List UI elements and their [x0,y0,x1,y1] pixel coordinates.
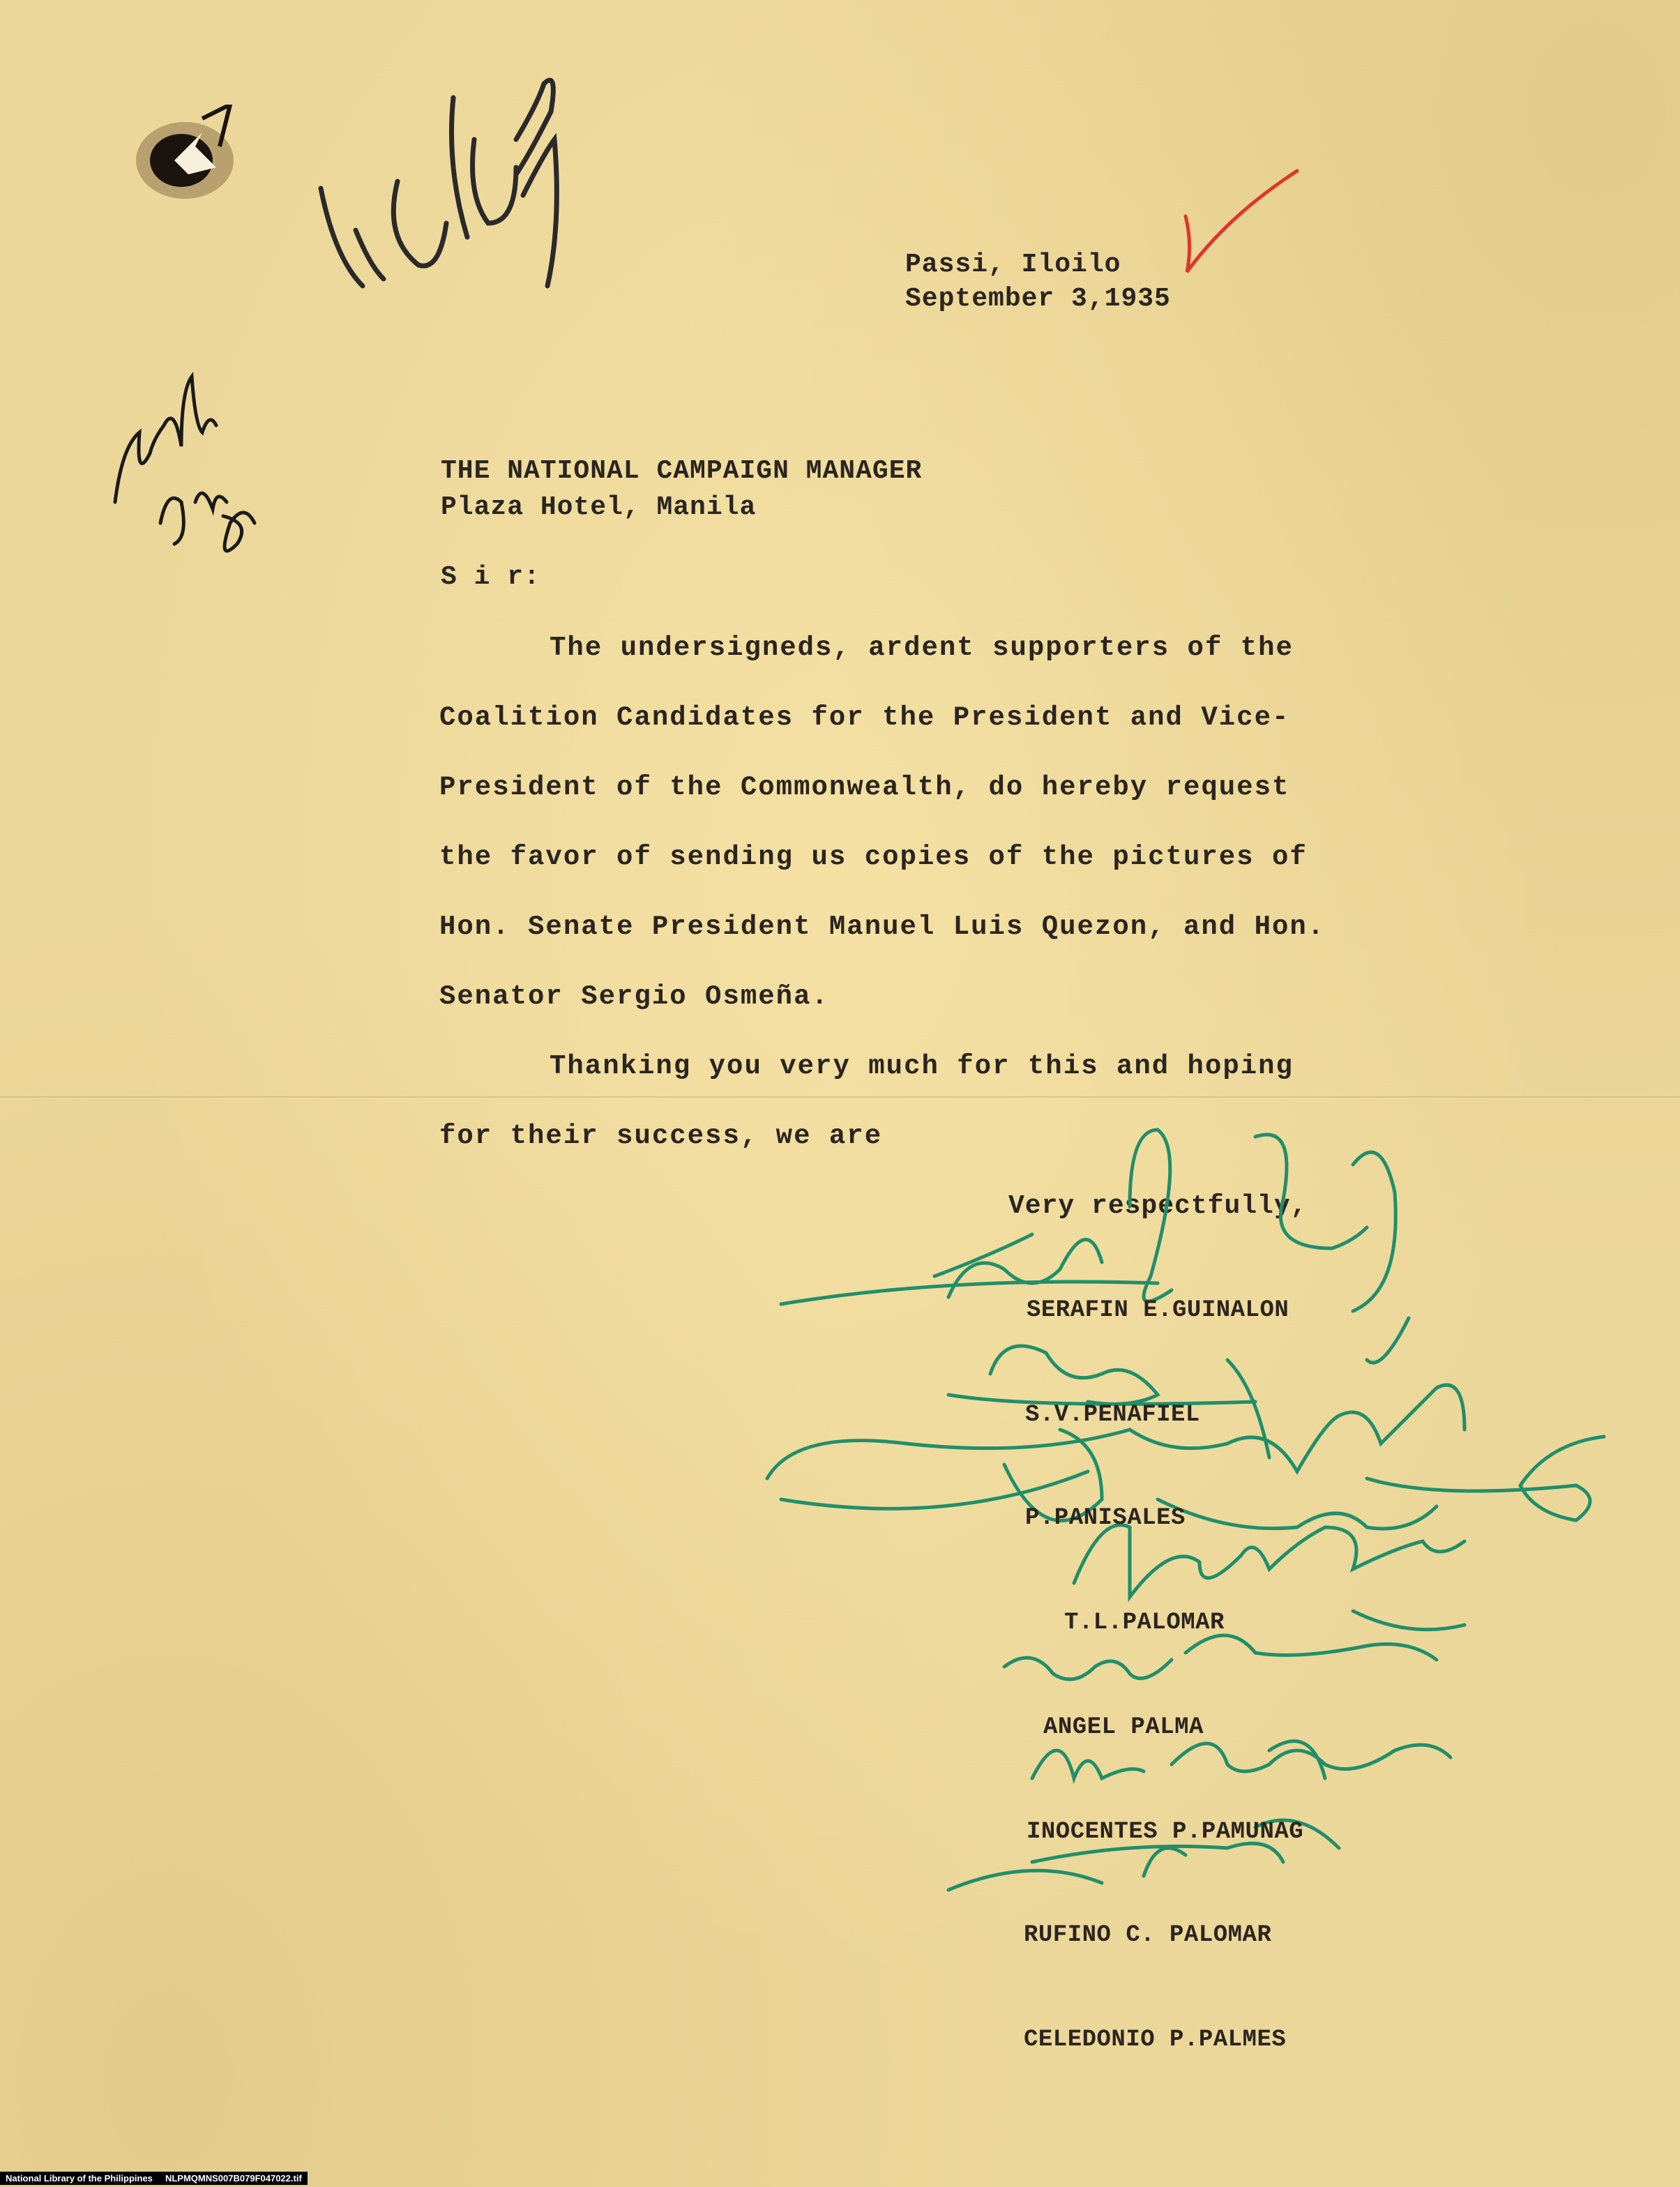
body-line: for their success, we are [439,1121,883,1151]
body-line: President of the Commonwealth, do hereby request [439,772,1290,803]
body-line: the favor of sending us copies of the pictures of [439,842,1308,872]
paper-fold [0,1096,1680,1099]
margin-note-noted [98,363,258,572]
pencil-scrawl [307,56,572,307]
addressee-line1: THE NATIONAL CAMPAIGN MANAGER [441,456,923,486]
body-line: Coalition Candidates for the President and Vice- [439,702,1290,733]
closing: Very respectfully, [1008,1191,1308,1221]
signatory-name: T.L.PALOMAR [1064,1610,1225,1636]
body-line: Thanking you very much for this and hoping [550,1051,1294,1082]
letter-place: Passi, Iloilo [905,250,1121,280]
signatory-name: S.V.PENAFIEL [1025,1402,1200,1428]
signatory-name: ANGEL PALMA [1043,1714,1204,1741]
signatory-name: INOCENTES P.PAMUNAG [1027,1819,1304,1845]
body-line: The undersigneds, ardent supporters of the [550,633,1294,663]
signatory-name: RUFINO C. PALOMAR [1024,1922,1272,1948]
burn-mark [126,105,265,209]
red-check-mark [1172,167,1311,293]
signatory-name: CELEDONIO P.PALMES [1024,2027,1287,2053]
letter-date: September 3,1935 [905,284,1171,314]
signatory-name: P.PANISALES [1025,1505,1186,1531]
addressee-line2: Plaza Hotel, Manila [441,492,757,522]
signatory-name: SERAFIN E.GUINALON [1027,1297,1289,1324]
body-line: Hon. Senate President Manuel Luis Quezon, and Hon. [439,911,1326,942]
body-line: Senator Sergio Osmeña. [439,981,829,1012]
archive-footer: National Library of the Philippines NLPMQMNS007B079F047022.tif [0,2172,308,2185]
salutation: S i r: [441,562,540,592]
